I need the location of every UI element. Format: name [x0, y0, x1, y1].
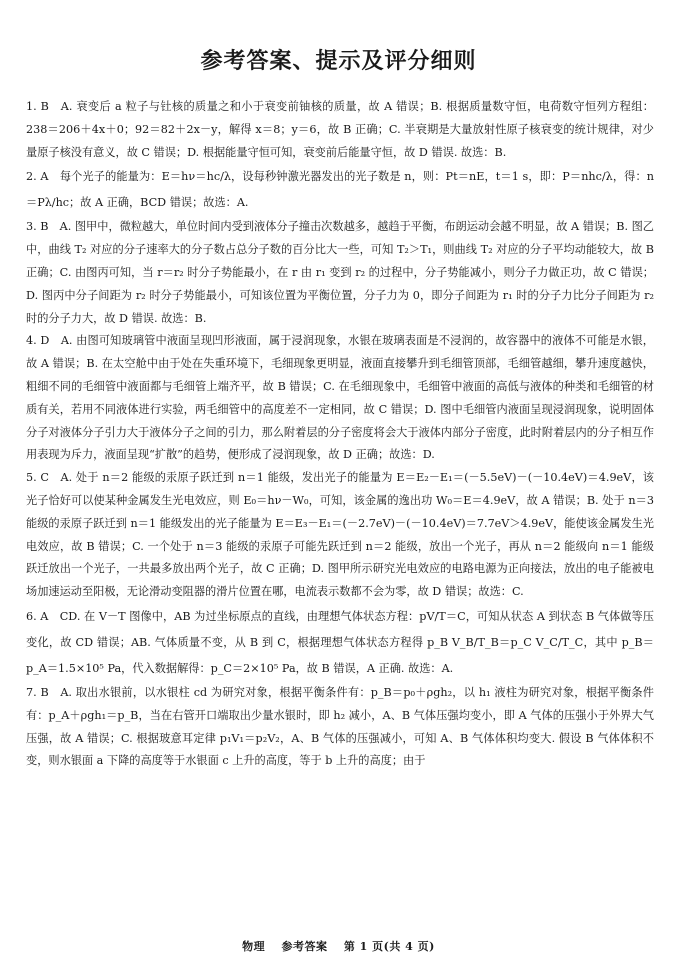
page-footer — [0, 938, 677, 954]
footer-subject: 物理 — [242, 940, 266, 953]
answer-body — [26, 96, 654, 773]
answer-item-4: 4. D A. 由图可知玻璃管中液面呈现凹形液面，属于浸润现象，水银在玻璃表面是不浸润的，故容器中的液体不可能是水银，故 A 错误；B. 在太空舱中由于处在失重环境下，毛细现象更明显，液面直接攀升到毛细管顶部，毛细管越细，攀升速度越快，粗细不同的毛细管中液面都与毛细管上端齐平，故 B 错误；C. 在毛细现象中，毛细管中液面的高低与液体的种类和毛细管的材质有关，若用不同液体进行实验，两毛细管中的高度差不一定相同，故 C 错误；D. 图中毛细管内液面呈现浸润现象，说明固体分子对液体分子引力大于液体分子之间的引力，那么附着层的分子密度将会大于液体内部分子密度，此时附着层内的分子相互作用表现为斥力，液面呈现“扩散”的趋势，便形成了浸润现象，故 D 正确；故选：D. — [26, 334, 654, 462]
answer-item-6: 6. A CD. 在 V－T 图像中，AB 为过坐标原点的直线，由理想气体状态方程：pV/T＝C，可知从状态 A 到状态 B 气体做等压变化，故 CD 错误；AB. 气体质量不变，从 B 到 C，根据理想气体状态方程得 p_B V_B/T_B＝p_C V_C/T_C，其中 p_B＝p_A＝1.5×10⁵ Pa，代入数据解得：p_C＝2×10⁵ Pa，故 B 错误，A 正确. 故选：A. — [26, 609, 654, 675]
answer-item-2: 2. A 每个光子的能量为：E＝hν＝hc/λ，设每秒钟激光器发出的光子数是 n，则：Pt＝nE，t＝1 s，即：P＝nhc/λ，得：n＝Pλ/hc；故 A 正确，BCD 错误；故选：A. — [26, 170, 654, 210]
footer-label: 参考答案 — [281, 940, 328, 953]
answer-item-3: 3. B A. 图甲中，微粒越大，单位时间内受到液体分子撞击次数越多，越趋于平衡，布朗运动会越不明显，故 A 错误；B. 图乙中，曲线 T₂ 对应的分子速率大的分子数占总分子数的百分比大一些，可知 T₂＞T₁，则曲线 T₂ 对应的分子平均动能较大，故 B 正确；C. 由图丙可知，当 r＝r₂ 时分子势能最小，在 r 由 r₁ 变到 r₂ 的过程中，分子势能减小，则分子力做正功，故 C 错误；D. 图丙中分子间距为 r₂ 时分子势能最小，可知该位置为平衡位置，分子力为 0，即分子间距为 r₁ 时的分子力比分子间距为 r₂ 时的分子力大，故 D 错误. 故选：B. — [26, 220, 654, 325]
answer-item-7: 7. B A. 取出水银前，以水银柱 cd 为研究对象，根据平衡条件有：p_B＝p₀＋ρgh₂，以 h₁ 液柱为研究对象，根据平衡条件有：p_A＋ρgh₁＝p_B，当在右管开口端取出少量水银时，即 h₂ 减小，A、B 气体压强均变小，即 A 气体的压强小于外界大气压强，故 A 错误；C. 根据玻意耳定律 p₁V₁＝p₂V₂，A、B 气体的压强减小，可知 A、B 气体体积均变大. 假设 B 气体体积不变，则水银面 a 下降的高度等于水银面 c 上升的高度，等于 b 上升的高度；由于 — [26, 685, 654, 768]
answer-item-5: 5. C A. 处于 n＝2 能级的汞原子跃迁到 n＝1 能级，发出光子的能量为 E＝E₂－E₁＝(－5.5eV)－(－10.4eV)＝4.9eV，该光子恰好可以使某种金属发生光电效应，则 E₀＝hν－W₀，可知，该金属的逸出功 W₀＝E＝4.9eV，故 A 错误；B. 处于 n＝3 能级的汞原子跃迁到 n＝1 能级发出的光子能量为 E＝E₃－E₁＝(－2.7eV)－(－10.4eV)＝7.7eV＞4.9eV，能使该金属发生光电效应，故 B 错误；C. 一个处于 n＝3 能级的汞原子可能先跃迁到 n＝2 能级，放出一个光子，再从 n＝2 能级向 n＝1 能级跃迁放出一个光子，一共最多放出两个光子，故 C 正确；D. 图甲所示研究光电效应的电路电源为正向接法，放出的电子能被电场加速运动至阳极，无论滑动变阻器的滑片位置在哪，电流表示数都不会为零，故 D 错误；故选：C. — [26, 471, 654, 599]
answer-item-1: 1. B A. 衰变后 a 粒子与钍核的质量之和小于衰变前铀核的质量，故 A 错误；B. 根据质量数守恒，电荷数守恒列方程组：238＝206＋4x＋0；92＝82＋2x－y，解得 x＝8；y＝6，故 B 正确；C. 半衰期是大量放射性原子核衰变的统计规律，对少量原子核没有意义，故 C 错误；D. 根据能量守恒可知，衰变前后能量守恒，故 D 错误. 故选：B. — [26, 100, 654, 159]
footer-page-number: 第 1 页(共 4 页) — [343, 940, 435, 953]
page-title: 参考答案、提示及评分细则 — [200, 49, 477, 74]
